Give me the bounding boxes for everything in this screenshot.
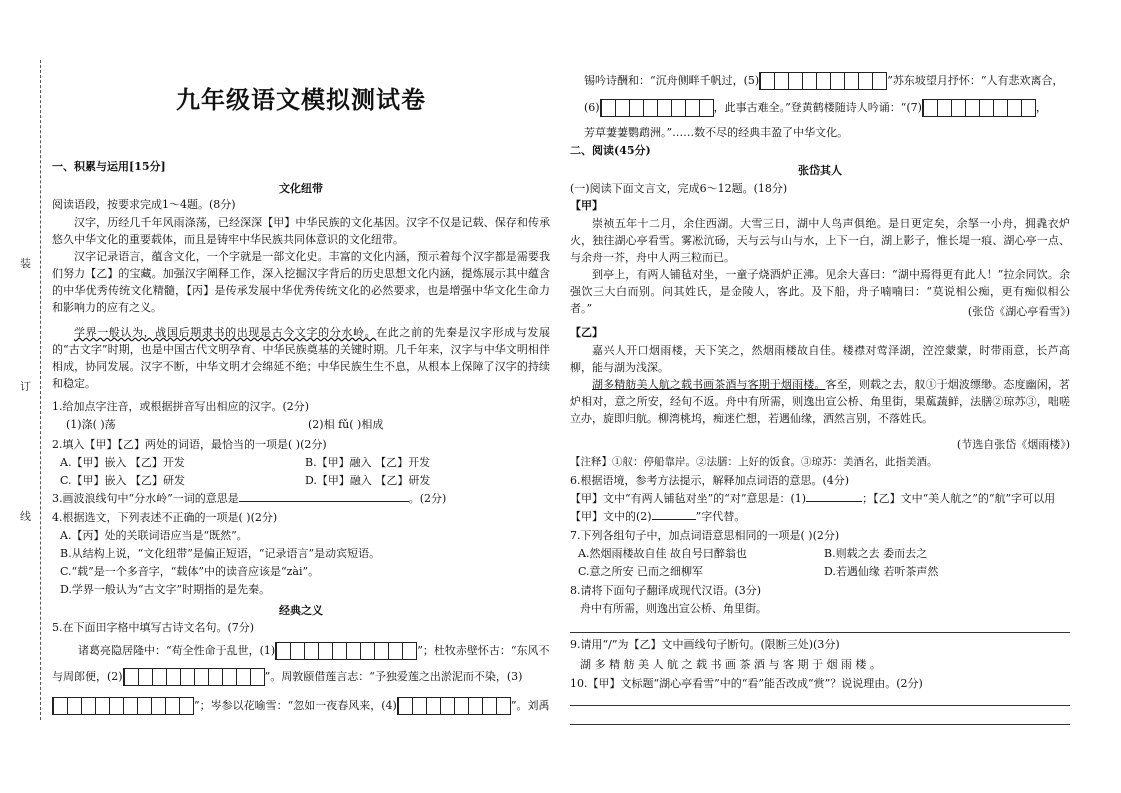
q5-line-2-text: 与周郎便，(2): [52, 670, 123, 683]
q5-line-2: [52, 668, 550, 686]
annotation-notes: 【注释】①舣：停船靠岸。②法膳：上好的饭食。③琼苏：美酒名，此指美酒。: [570, 456, 938, 468]
binding-char-ding: 订: [20, 380, 31, 393]
q6-blank-1[interactable]: [806, 490, 862, 502]
question-2: 2.填入【甲】【乙】两处的词语，最恰当的一项是( )(2分): [52, 438, 327, 451]
paragraph-3: [52, 324, 550, 392]
question-4: 4.根据选文，下列表述不正确的一项是( )(2分): [52, 511, 278, 524]
q5-line-1-text: 诸葛亮隐居隆中：“苟全性命于乱世，(1): [78, 644, 276, 657]
q7-option-d: D.若遇仙缘 若听茶声然: [824, 565, 939, 578]
page-title: 九年级语文模拟测试卷: [176, 86, 426, 114]
instruction-2: (一)阅读下面文言文，完成6～12题。(18分): [570, 182, 788, 195]
q3-answer-blank[interactable]: [239, 490, 409, 502]
q5-line-2-text-b: ”。周敦颐借莲言志：“予独爱莲之出淤泥而不染，(3): [264, 670, 523, 683]
q4-option-a: A.【丙】处的关联词语应当是“既然”。: [60, 529, 248, 542]
question-1-items: [52, 416, 550, 433]
yi-paragraph-1: 嘉兴人开口烟雨楼，天下笑之，然烟雨楼故自佳。楼襟对莺泽湖，涳涳蒙蒙，时带雨意，长芦高柳，能与湖为浅深。: [570, 344, 1070, 375]
q5-cont-line-2-num: (6): [584, 101, 600, 114]
question-9: 9.请用“/”为【乙】文中画线句子断句。(限断三处)(3分): [570, 638, 840, 651]
q7-option-a: A.然烟雨楼故自佳 故自号曰醉翁也: [578, 547, 747, 560]
q5-grid-2[interactable]: [123, 668, 265, 686]
q5-line-3-text: ”；岑参以花喻雪：“忽如一夜春风来，(4): [194, 699, 397, 712]
jia-source: (张岱《湖心亭看雪》): [967, 305, 1070, 318]
q5-cont-line-1: [570, 72, 1070, 90]
yi-paragraph-2-rest: 客至，则载之去，舣①于烟波缥缈。态度幽闲，茗炉相对，意之所安，经旬不返。舟中有所需，则逸出宣公桥、角里街，果蓏蔬鲜，法膳②琼苏③，咄嗟立办，旋即归航。柳湾桃坞，痴迷伫想，若遇仙缘，洒然言别，不落姓氏。: [570, 378, 1070, 426]
yi-underlined-sentence: 湖多精舫美人航之载书画茶酒与客期于烟雨楼。: [592, 378, 826, 391]
q3-score: 。(2分): [408, 492, 447, 505]
question-1: 1.给加点字注音，或根据拼音写出相应的汉字。(2分): [52, 400, 310, 413]
q7-option-b: B.则载之去 委而去之: [824, 547, 928, 560]
label-yi: 【乙】: [570, 326, 603, 339]
question-5: 5.在下面田字格中填写古诗文名句。(7分): [52, 621, 255, 634]
q7-option-c: C.意之所安 已而之细柳军: [578, 565, 704, 578]
subheading-zhangdai: 张岱其人: [798, 164, 842, 177]
instruction-1: 阅读语段，按要求完成1～4题。(8分): [52, 198, 236, 211]
q7-options-row2: [570, 563, 1070, 580]
q5-cont-line-2-comma: ，: [1035, 101, 1047, 114]
q5-grid-7[interactable]: [922, 99, 1036, 117]
q5-grid-5[interactable]: [759, 72, 887, 90]
q5-line-1-text-b: ”；杜牧赤壁怀古：“东风不: [417, 644, 550, 657]
label-jia: 【甲】: [570, 199, 603, 212]
q6-line-1: [570, 490, 1070, 507]
q6-line-2-text-b: ”字代替。: [695, 510, 746, 523]
q5-grid-3[interactable]: [52, 697, 194, 715]
q3-text: 3.画波浪线句中“分水岭”一词的意思是: [52, 492, 239, 505]
q5-cont-line-3: 芳草萋萋鹦鹉洲。”……数不尽的经典丰盈了中华文化。: [584, 126, 849, 139]
binding-char-xian: 线: [20, 510, 31, 523]
q5-grid-1[interactable]: [275, 642, 417, 660]
q5-line-3: [52, 697, 550, 715]
q2-option-a: A.【甲】嵌入 【乙】开发: [60, 456, 185, 469]
q5-line-1: [52, 642, 550, 660]
q7-options-row1: [570, 545, 1070, 562]
yi-paragraph-2: [570, 376, 1070, 427]
q5-cont-line-1-text: 锡吟诗酬和：“沉舟侧畔千帆过，(5): [584, 74, 760, 87]
subheading-classics: 经典之义: [279, 604, 323, 617]
q4-option-c: C.“载”是一个多音字，“载体”中的读音应该是“zài”。: [60, 565, 320, 578]
q2-options-row1: [52, 454, 550, 471]
q4-option-d: D.学界一般认为“古文字”时期指的是先秦。: [60, 583, 271, 596]
q2-option-d: D.【甲】融入 【乙】研发: [305, 474, 431, 487]
paragraph-3-rest: 在此之前的先秦是汉字形成与发展的“古文字”时期，也是中国古代文明孕育、中华民族奠基的关键时期。几千年来，汉字与中华文明相伴相成，协同发展。汉字不断，中华文明才会绵延不绝；中华民族生生不息，从根本上保障了汉字的持续和稳定。: [52, 326, 550, 391]
q2-option-c: C.【甲】嵌入 【乙】研发: [60, 474, 186, 487]
q6-line-1-text: 【甲】文中“有两人铺毡对坐”的“对”意思是：(1): [570, 492, 807, 505]
q8-sentence: 舟中有所需，则逸出宣公桥、角里街。: [580, 602, 767, 615]
question-6: 6.根据语境，参考方法提示，解释加点词语的意思。(4分): [570, 474, 850, 487]
binding-char-zhuang: 装: [20, 257, 31, 270]
q9-sentence: 湖 多 精 舫 美 人 航 之 载 书 画 茶 酒 与 客 期 于 烟 雨 楼 。: [580, 658, 881, 671]
question-3: [52, 490, 550, 507]
q6-line-1-text-b: ；【乙】文中“美人航之”的“航”字可以用: [862, 492, 1056, 505]
q2-options-row2: [52, 472, 550, 489]
q1-item-2: (2)相 fǔ( )相成: [308, 418, 384, 431]
paragraph-1: 汉字，历经几千年风雨涤荡，已经深深【甲】中华民族的文化基因。汉字不仅是记载、保存和传承悠久中华文化的重要载体，而且是铸牢中华民族共同体意识的文化纽带。: [52, 216, 550, 247]
q5-line-3-text-b: ”。刘禹: [510, 699, 550, 712]
q4-option-b: B.从结构上说，“文化纽带”是偏正短语，“记录语言”是动宾短语。: [60, 547, 381, 560]
question-10: 10.【甲】文标题“湖心亭看雪”中的“看”能否改成“赏”？说说理由。(2分): [570, 677, 923, 690]
q6-line-2: [570, 508, 1070, 525]
q5-cont-line-1-text-b: ”苏东坡望月抒怀：“人有悲欢离合，: [887, 74, 1064, 87]
question-8: 8.请将下面句子翻译成现代汉语。(3分): [570, 584, 762, 597]
q6-line-2-text: 【甲】文中的(2): [570, 510, 652, 523]
q2-option-b: B.【甲】融入 【乙】开发: [305, 456, 431, 469]
q1-item-1: (1)涤( )荡: [66, 418, 116, 431]
section-heading-2: 二、阅读(45分): [570, 144, 651, 157]
subheading-culture: 文化纽带: [279, 182, 323, 195]
q5-grid-6[interactable]: [600, 99, 714, 117]
binding-dashed-line: [40, 60, 41, 720]
paragraph-2: 汉字记录语言，蕴含文化，一个字就是一部文化史。丰富的文化内涵，预示着每个汉字都是需要我们努力【乙】的宝藏。加强汉字阐释工作，深入挖掘汉字背后的历史思想文化内涵，提炼展示其中蕴含的中华优秀传统文化精髓，【丙】是传承发展中华优秀传统文化的必然要求，也是增强中华文化生命力和影响力的应有之义。: [52, 250, 550, 315]
question-7: 7.下列各组句子中，加点词语意思相同的一项是( )(2分): [570, 529, 840, 542]
q8-answer-line[interactable]: [570, 632, 1070, 633]
section-heading-1: 一、积累与运用[15分]: [52, 160, 166, 173]
q6-blank-2[interactable]: [652, 508, 696, 520]
q5-cont-line-2-text: ，此事古难全。”登黄鹤楼随诗人吟诵：“(7): [713, 101, 922, 114]
q5-cont-line-2: [570, 99, 1070, 117]
binding-margin: [0, 0, 52, 793]
jia-paragraph-1: 崇祯五年十二月，余住西湖。大雪三日，湖中人鸟声俱绝。是日更定矣，余拏一小舟，拥毳衣炉火，独往湖心亭看雪。雾凇沆砀，天与云与山与水，上下一白，湖上影子，惟长堤一痕、湖心亭一点、与余舟一芥，舟中人两三粒而已。: [570, 217, 1070, 265]
jia-paragraph-2: 到亭上，有两人铺毡对坐，一童子烧酒炉正沸。见余大喜曰：“湖中焉得更有此人！”拉余同饮。余强饮三大白而别。问其姓氏，是金陵人，客此。及下船，舟子喃喃曰：“莫说相公痴，更有痴似相公者。”: [570, 268, 1070, 316]
q5-grid-4[interactable]: [397, 697, 511, 715]
q10-answer-line-2[interactable]: [570, 724, 1070, 725]
wavy-sentence: 学界一般认为，战国后期隶书的出现是古今文字的分水岭。: [74, 326, 377, 339]
yi-source: (节选自张岱《烟雨楼》): [956, 438, 1070, 451]
q10-answer-line-1[interactable]: [570, 705, 1070, 706]
